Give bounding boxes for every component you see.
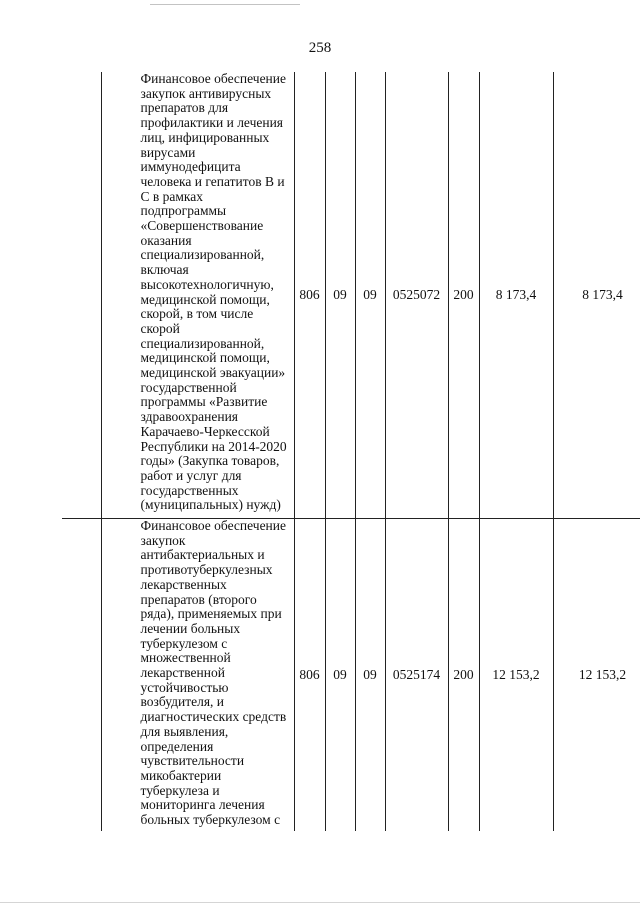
table-row bbox=[62, 72, 640, 519]
section-cell: 09 bbox=[325, 72, 355, 519]
subsection-cell: 09 bbox=[355, 519, 385, 832]
amount-2-cell: 8 173,4 bbox=[553, 72, 640, 519]
subsection-cell: 09 bbox=[355, 72, 385, 519]
amount-2-cell: 12 153,2 bbox=[553, 519, 640, 832]
row-description: Финансовое обеспечение закупок антивирусных препаратов для профилактики и лечения лиц, инфицированных вирусами иммунодефицита человека и гепатитов В и С в рамках подпрограммы «Совершенствование оказания специализированной, включая высокотехнологичную, медицинской помощи, скорой, в том числе скорой специализированной, медицинской помощи, медицинской эвакуации» государственной программы «Развитие здравоохранения Карачаево-Черкесской Республики на 2014-2020 годы» (Закупка товаров, работ и услуг для государственных (муниципальных) нужд) bbox=[101, 72, 294, 519]
ministry-code-cell: 806 bbox=[294, 72, 325, 519]
expense-type-cell: 200 bbox=[448, 519, 479, 832]
ministry-code-cell: 806 bbox=[294, 519, 325, 832]
row-description: Финансовое обеспечение закупок антибактериальных и противотуберкулезных лекарственных препаратов (второго ряда), применяемых при лечении больных туберкулезом с множественной лекарственной устойчивостью возбудителя, и диагностических средств для выявления, определения чувствительности микобактерии туберкулеза и мониторинга лечения больных туберкулезом с bbox=[101, 519, 294, 832]
budget-table bbox=[62, 72, 640, 831]
target-article-cell: 0525072 bbox=[385, 72, 448, 519]
amount-1-cell: 12 153,2 bbox=[479, 519, 553, 832]
section-cell: 09 bbox=[325, 519, 355, 832]
table-row bbox=[62, 519, 640, 832]
target-article-cell: 0525174 bbox=[385, 519, 448, 832]
expense-type-cell: 200 bbox=[448, 72, 479, 519]
page-number: 258 bbox=[308, 40, 332, 56]
scan-artifact-bottom bbox=[0, 902, 640, 903]
scan-artifact-top bbox=[150, 4, 300, 5]
amount-1-cell: 8 173,4 bbox=[479, 72, 553, 519]
